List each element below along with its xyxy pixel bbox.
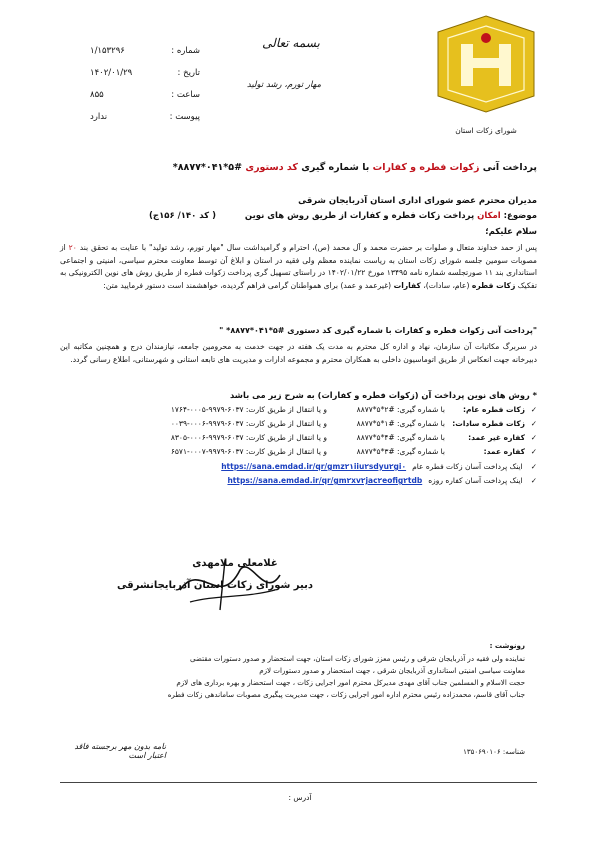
- check-icon: ✓: [530, 462, 537, 471]
- check-icon: ✓: [530, 433, 537, 442]
- letter-date-label: تاریخ :: [177, 68, 200, 78]
- method-card: و یا انتقال از طریق کارت: ۶۰۳۷-۹۹۷۹-۰۰۰۶-۰۰۳۹: [170, 419, 327, 428]
- letter-time-value: ۸۵۵: [90, 90, 104, 100]
- method-row: [60, 419, 537, 432]
- body-text: (عام، سادات)،: [420, 280, 472, 290]
- method-ussd-code: با شماره گیری: #۳*۵*۸۸۷۷: [356, 447, 445, 456]
- method-ussd-code: با شماره گیری: #۲*۵*۸۸۷۷: [356, 405, 445, 414]
- body-bold: زکات فطره: [471, 280, 516, 290]
- signatory-title: دبیر شورای زکات استان آذربایجانشرقی: [117, 580, 313, 591]
- quoted-slogan: "پرداخت آنی زکوات فطره و کفارات با شماره گیری کد دستوری #۵*۰۴۱*۸۸۷۷* ": [219, 326, 537, 335]
- cc-line: معاونت سیاسی امنیتی استانداری آذربایجان شرقی ، جهت استحضار و صدور دستورات لازم: [259, 666, 525, 675]
- cc-line: نماینده ولی فقیه در آذربایجان شرقی و رئیس معزز شورای زکات استان، جهت استحضار و صدور دستورات مقتضی: [190, 654, 525, 663]
- method-card: و یا انتقال از طریق کارت: ۶۰۳۷-۹۹۷۹-۰۰۰۶-۸۳۰۵: [170, 433, 327, 442]
- body-bold: کفارات: [393, 280, 421, 290]
- document-id: شناسه: ۱۳۵۰۶۹۰۱۰۶: [463, 748, 525, 756]
- title-part: پرداخت آنی: [479, 162, 537, 173]
- check-icon: ✓: [530, 476, 537, 485]
- method-label: کفاره عمد:: [483, 447, 525, 456]
- method-label: زکات فطره عام:: [463, 405, 525, 414]
- letter-date-value: ۱۴۰۲/۰۱/۲۹: [90, 68, 133, 78]
- payment-link-row: [60, 476, 537, 485]
- logo-caption: شورای زکات استان: [455, 126, 517, 135]
- payment-link-label: اینک پرداخت آسان کفاره روزه: [428, 476, 523, 485]
- method-row: [60, 447, 537, 460]
- cc-line: حجت الاسلام و المسلمین جناب آقای مهدی مدیرکل محترم امور اجرایی زکات ، جهت استحضار و بهره برداری های لازم: [176, 678, 525, 687]
- letter-attachment-row: [90, 106, 200, 128]
- letter-number-value: ۱/۱۵۳۲۹۶: [90, 46, 125, 56]
- title-highlight: زکوات فطره و کفارات: [372, 162, 480, 173]
- method-card: و یا انتقال از طریق کارت: ۶۰۳۷-۹۹۷۹-۰۰۰۵-۱۷۶۴: [170, 405, 327, 414]
- letter-attachment-value: ندارد: [90, 112, 108, 122]
- basmala: بسمه تعالی: [262, 36, 320, 50]
- embossed-seal-note: نامه بدون مهر برجسته فاقد اعتبار است: [74, 742, 166, 760]
- check-icon: ✓: [530, 447, 537, 456]
- payment-link-row: [60, 462, 537, 471]
- letter-attachment-label: پیوست :: [169, 112, 200, 122]
- letter-date-row: [90, 62, 200, 84]
- methods-title: * روش های نوین پرداخت آن (زکوات فطره و کفارات) به شرح زیر می باشد: [230, 390, 537, 400]
- check-icon: ✓: [530, 419, 537, 428]
- zakat-logo-icon: [429, 10, 543, 138]
- payment-link-url[interactable]: https://sana.emdad.ir/qr/gmz۲۱iiu۲sdyu۲gi۰: [221, 462, 407, 471]
- document-title: [60, 162, 537, 173]
- body-text: پس از حمد خداوند متعال و صلوات بر حضرت محمد و آل محمد (ص)، احترام و گرامیداشت سال "مهار تورم، رشد تولید" با عنایت به تحقق بند: [76, 243, 537, 252]
- payment-link-label: اینک پرداخت آسان زکات فطره عام: [412, 462, 523, 471]
- body-paragraph-1: [60, 242, 537, 292]
- body-text: (غیرعمد و عمد) برای همواطنان گرامی فراهم گردیده، خواهشمند است دستور فرمایید متن:: [103, 280, 394, 290]
- address-label: آدرس :: [288, 793, 312, 802]
- payment-link-url[interactable]: https://sana.emdad.ir/qr/gm۲xv۲jac۲eofig۲tdb: [227, 476, 423, 485]
- zakat-council-logo: [429, 10, 543, 138]
- addressee: مدیران محترم عضو شورای اداری استان آذربایجان شرقی: [298, 196, 537, 206]
- letter-meta: [90, 40, 200, 128]
- check-icon: ✓: [530, 405, 537, 414]
- subject-highlight: امکان: [477, 211, 501, 221]
- year-motto: مهار تورم، رشد تولید: [246, 80, 322, 90]
- method-ussd-code: با شماره گیری: #۱*۵*۸۸۷۷: [356, 419, 445, 428]
- title-code: #۵*۰۴۱*۸۸۷۷*: [172, 162, 246, 173]
- method-label: کفاره غیر عمد:: [468, 433, 525, 442]
- body-highlight: ۲۰: [68, 243, 77, 252]
- method-card: و یا انتقال از طریق کارت: ۶۰۳۷-۹۹۷۹-۰۰۰۷-۶۵۷۱: [170, 447, 327, 456]
- method-row: [60, 433, 537, 446]
- method-label: زکات فطره سادات:: [452, 419, 525, 428]
- body-text: از مصوبات سومین جلسه شورای زکات استان به ریاست نماینده معظم ولی فقیه در استان و ابلاغ آن توسط معاونت محترم سیاسی، امنیتی و اجتماعی استانداری بند ۱۱ صورتجلسه شماره نامه ۱۳۴۹۵ مورخ ۱۴۰۲/۰۱/۲۲ در راستای تسهیل گری پرداخت زکوات فطره از طریق روش های نوین الکترونیکی به تفکیک: [60, 243, 537, 290]
- title-part: با شماره گیری: [297, 162, 373, 173]
- letter-number-label: شماره :: [171, 46, 200, 56]
- method-row: [60, 405, 537, 418]
- title-highlight: کد دستوری: [245, 162, 298, 173]
- subject-text: پرداخت زکات فطره و کفارات از طریق روش های نوین: [244, 211, 478, 221]
- body-paragraph-2: در سربرگ مکاتبات آن سازمان، نهاد و اداره کل محترم به مدت یک هفته در جهت خدمت به محرومین جامعه، نیازمندان درج و همچنین مکاتبه این دبیرخانه جهت انعکاس از طریق اتوماسیون داخلی به همکاران محترم و مجموعه ادارات و مدیریت های تابعه استانی و شهرستانی، اطلاع رسانی گردد.: [60, 342, 537, 364]
- subject-label: موضوع:: [500, 211, 537, 221]
- letter-time-label: ساعت :: [171, 90, 200, 100]
- subject-line: [60, 211, 537, 221]
- footer-divider: [60, 782, 537, 783]
- greeting: سلام علیکم؛: [485, 227, 537, 237]
- letter-time-row: [90, 84, 200, 106]
- letter-number-row: [90, 40, 200, 62]
- cc-line: جناب آقای قاسم، محمدزاده رئیس محترم اداره امور اجرایی زکات ، جهت مدیریت پیگیری مصوبات ساماندهی زکات فطره: [167, 690, 525, 699]
- signatory-name: غلامعلی ملامهدی: [192, 558, 278, 569]
- cc-heading: رونوشت :: [489, 641, 525, 650]
- subject-code: ( کد ۱۴۰/ ۱۵۶ج): [149, 211, 216, 221]
- method-ussd-code: با شماره گیری: #۴*۵*۸۸۷۷: [356, 433, 445, 442]
